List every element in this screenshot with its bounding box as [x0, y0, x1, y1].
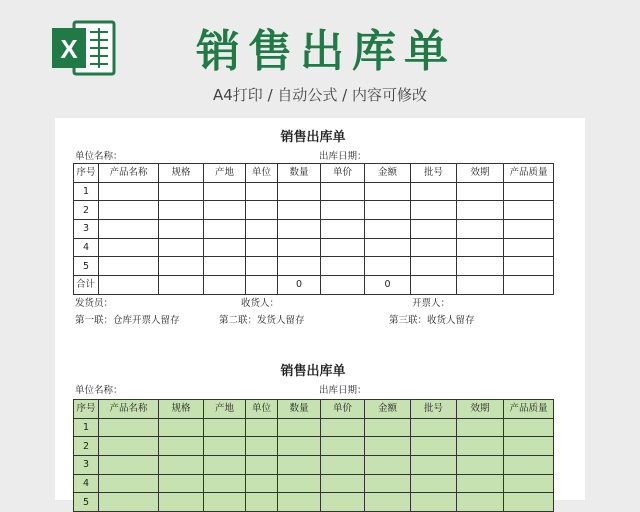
table-cell[interactable]	[504, 238, 554, 257]
copy-note-1: 第一联：仓库开票人留存	[75, 315, 180, 326]
ship-date-label: 出库日期：	[319, 151, 367, 162]
col-header: 效期	[457, 164, 504, 183]
table-cell[interactable]	[504, 456, 554, 475]
col-header: 单价	[321, 164, 365, 183]
col-header: 批号	[411, 164, 457, 183]
row-index: 3	[74, 220, 99, 239]
table-cell[interactable]	[411, 257, 457, 276]
col-header: 金额	[365, 400, 411, 419]
col-header: 产品名称	[99, 164, 159, 183]
table-cell[interactable]	[204, 276, 246, 295]
table-cell[interactable]	[321, 437, 365, 456]
table-cell[interactable]	[278, 437, 321, 456]
excel-logo-letter: X	[60, 34, 78, 64]
table-cell[interactable]	[159, 493, 204, 512]
table-cell[interactable]	[457, 182, 504, 201]
sheet-2	[73, 362, 553, 508]
header-row	[74, 400, 554, 419]
outbound-table	[73, 163, 554, 295]
table-cell[interactable]	[457, 220, 504, 239]
unit-name-label: 单位名称：	[75, 151, 123, 162]
table-cell[interactable]	[246, 257, 278, 276]
table-cell[interactable]	[204, 437, 246, 456]
row-index: 2	[74, 437, 99, 456]
table-row	[74, 437, 554, 456]
table-row	[74, 474, 554, 493]
table-row	[74, 493, 554, 512]
col-header: 数量	[278, 164, 321, 183]
copy-note-2: 第二联：发货人留存	[219, 315, 305, 326]
table-cell[interactable]	[278, 201, 321, 220]
row-index: 2	[74, 201, 99, 220]
table-cell[interactable]	[321, 493, 365, 512]
row-index: 4	[74, 238, 99, 257]
table-cell[interactable]	[321, 474, 365, 493]
table-cell[interactable]	[204, 257, 246, 276]
table-cell[interactable]	[457, 493, 504, 512]
col-header: 序号	[74, 164, 99, 183]
table-cell[interactable]	[99, 182, 159, 201]
table-cell[interactable]	[99, 220, 159, 239]
table-cell[interactable]	[365, 474, 411, 493]
table-cell[interactable]	[411, 474, 457, 493]
table-cell[interactable]	[159, 257, 204, 276]
table-cell[interactable]	[504, 276, 554, 295]
table-row	[74, 220, 554, 239]
table-cell[interactable]	[457, 238, 504, 257]
table-cell[interactable]	[321, 418, 365, 437]
table-cell[interactable]	[246, 456, 278, 475]
table-cell[interactable]	[204, 493, 246, 512]
table-cell[interactable]	[204, 418, 246, 437]
table-cell[interactable]	[159, 456, 204, 475]
row-index: 1	[74, 418, 99, 437]
banner-title: 销售出库单	[196, 26, 456, 77]
sheet-title: 销售出库单	[280, 130, 346, 145]
shipper-label: 发货员：	[75, 298, 114, 309]
total-label: 合计	[74, 276, 99, 295]
table-cell[interactable]	[159, 201, 204, 220]
table-cell[interactable]	[504, 418, 554, 437]
col-header: 数量	[278, 400, 321, 419]
col-header: 产品名称	[99, 400, 159, 419]
unit-name-label: 单位名称：	[75, 385, 123, 396]
banner	[0, 0, 640, 118]
row-index: 1	[74, 182, 99, 201]
table-row	[74, 238, 554, 257]
table-cell[interactable]	[504, 437, 554, 456]
table-cell[interactable]	[365, 456, 411, 475]
table-cell[interactable]	[411, 201, 457, 220]
table-cell[interactable]	[278, 418, 321, 437]
table-cell[interactable]	[159, 437, 204, 456]
table-cell[interactable]	[321, 182, 365, 201]
table-cell[interactable]	[457, 257, 504, 276]
col-header: 金额	[365, 164, 411, 183]
table-cell[interactable]	[457, 437, 504, 456]
header-row	[74, 164, 554, 183]
document-page	[55, 118, 585, 508]
table-cell[interactable]	[321, 257, 365, 276]
table-cell[interactable]	[504, 220, 554, 239]
sheet-title: 销售出库单	[280, 364, 346, 379]
col-header: 效期	[457, 400, 504, 419]
col-header: 产地	[204, 164, 246, 183]
table-cell[interactable]	[365, 182, 411, 201]
table-cell[interactable]	[278, 257, 321, 276]
ship-date-label: 出库日期：	[319, 385, 367, 396]
table-cell[interactable]	[411, 456, 457, 475]
col-header: 规格	[159, 400, 204, 419]
table-cell[interactable]	[278, 182, 321, 201]
table-cell[interactable]	[159, 474, 204, 493]
table-row	[74, 418, 554, 437]
table-cell[interactable]	[246, 238, 278, 257]
col-header: 单位	[246, 400, 278, 419]
table-cell[interactable]	[321, 276, 365, 295]
col-header: 产品质量	[504, 164, 554, 183]
table-cell[interactable]	[365, 418, 411, 437]
total-amount: 0	[365, 276, 411, 295]
table-cell[interactable]	[204, 474, 246, 493]
table-cell[interactable]	[504, 257, 554, 276]
table-cell[interactable]	[99, 257, 159, 276]
total-row	[74, 276, 554, 295]
table-cell[interactable]	[457, 418, 504, 437]
table-cell[interactable]	[365, 201, 411, 220]
table-cell[interactable]	[321, 238, 365, 257]
table-cell[interactable]	[99, 437, 159, 456]
table-cell[interactable]	[99, 238, 159, 257]
table-cell[interactable]	[99, 474, 159, 493]
table-row	[74, 257, 554, 276]
table-cell[interactable]	[246, 493, 278, 512]
table-cell[interactable]	[365, 437, 411, 456]
table-cell[interactable]	[204, 220, 246, 239]
table-cell[interactable]	[99, 493, 159, 512]
table-cell[interactable]	[246, 474, 278, 493]
table-cell[interactable]	[204, 182, 246, 201]
table-cell[interactable]	[365, 220, 411, 239]
table-cell[interactable]	[411, 276, 457, 295]
outbound-table	[73, 399, 554, 512]
table-cell[interactable]	[411, 220, 457, 239]
row-index: 5	[74, 493, 99, 512]
table-cell[interactable]	[411, 182, 457, 201]
table-cell[interactable]	[321, 201, 365, 220]
table-cell[interactable]	[365, 493, 411, 512]
table-cell[interactable]	[278, 220, 321, 239]
col-header: 单位	[246, 164, 278, 183]
table-cell[interactable]	[411, 418, 457, 437]
table-cell[interactable]	[99, 418, 159, 437]
table-cell[interactable]	[204, 201, 246, 220]
table-cell[interactable]	[204, 238, 246, 257]
table-cell[interactable]	[411, 493, 457, 512]
table-cell[interactable]	[411, 437, 457, 456]
table-cell[interactable]	[246, 220, 278, 239]
table-cell[interactable]	[99, 201, 159, 220]
table-cell[interactable]	[278, 474, 321, 493]
row-index: 4	[74, 474, 99, 493]
table-cell[interactable]	[504, 493, 554, 512]
table-cell[interactable]	[159, 220, 204, 239]
table-cell[interactable]	[365, 257, 411, 276]
table-cell[interactable]	[278, 456, 321, 475]
table-cell[interactable]	[159, 418, 204, 437]
col-header: 单价	[321, 400, 365, 419]
col-header: 规格	[159, 164, 204, 183]
table-cell[interactable]	[504, 182, 554, 201]
table-cell[interactable]	[159, 276, 204, 295]
table-cell[interactable]	[246, 437, 278, 456]
table-cell[interactable]	[246, 418, 278, 437]
table-cell[interactable]	[278, 493, 321, 512]
table-row	[74, 201, 554, 220]
table-cell[interactable]	[246, 201, 278, 220]
excel-logo-icon	[50, 20, 116, 76]
table-cell[interactable]	[99, 456, 159, 475]
table-row	[74, 456, 554, 475]
col-header: 批号	[411, 400, 457, 419]
table-cell[interactable]	[321, 456, 365, 475]
sheet-1	[73, 126, 553, 336]
row-index: 5	[74, 257, 99, 276]
table-cell[interactable]	[278, 238, 321, 257]
col-header: 产地	[204, 400, 246, 419]
table-cell[interactable]	[159, 238, 204, 257]
table-cell[interactable]	[504, 201, 554, 220]
table-cell[interactable]	[246, 182, 278, 201]
total-quantity: 0	[278, 276, 321, 295]
col-header: 序号	[74, 400, 99, 419]
table-cell[interactable]	[457, 474, 504, 493]
copy-note-3: 第三联：收货人留存	[389, 315, 475, 326]
table-cell[interactable]	[321, 220, 365, 239]
table-cell[interactable]	[457, 276, 504, 295]
table-cell[interactable]	[457, 201, 504, 220]
receiver-label: 收货人：	[241, 298, 280, 309]
table-cell[interactable]	[246, 276, 278, 295]
table-cell[interactable]	[99, 276, 159, 295]
table-cell[interactable]	[365, 238, 411, 257]
banner-subtitle: A4打印 / 自动公式 / 内容可修改	[213, 86, 427, 104]
table-row	[74, 182, 554, 201]
row-index: 3	[74, 456, 99, 475]
table-cell[interactable]	[204, 456, 246, 475]
table-cell[interactable]	[504, 474, 554, 493]
table-cell[interactable]	[411, 238, 457, 257]
table-cell[interactable]	[159, 182, 204, 201]
col-header: 产品质量	[504, 400, 554, 419]
invoicer-label: 开票人：	[412, 298, 451, 309]
table-cell[interactable]	[457, 456, 504, 475]
